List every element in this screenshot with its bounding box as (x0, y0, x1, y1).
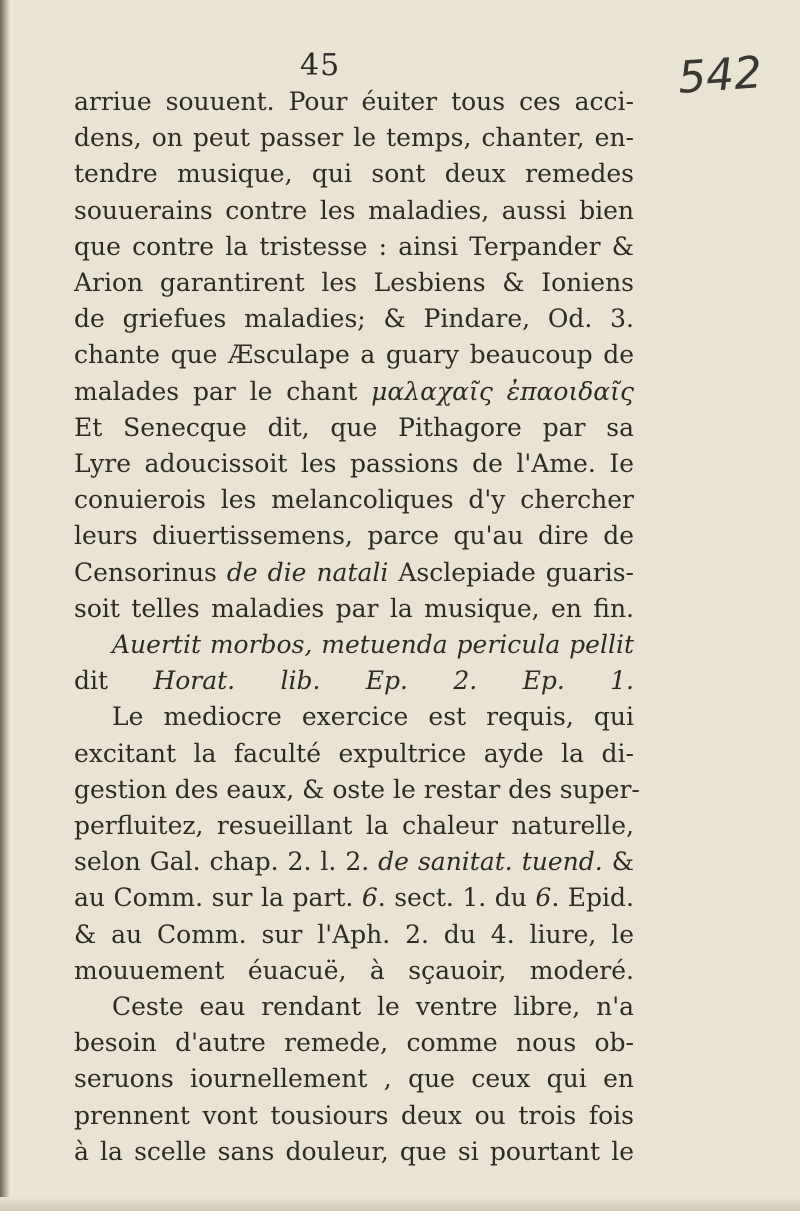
text-line (74, 627, 634, 663)
italic-text: Horat. lib. Ep. 2. Ep. 1. (153, 666, 634, 696)
text-line (74, 374, 634, 410)
italic-text: 6 (361, 883, 378, 913)
text-line (74, 736, 634, 772)
text-line (74, 518, 634, 554)
text-run: Asclepiade guaris- (388, 557, 634, 587)
text-line (74, 301, 634, 337)
text-run: au Comm. sur la part. (74, 883, 362, 913)
text-line (74, 193, 634, 229)
text-line (74, 555, 634, 591)
text-run: seruons iournellement , que ceux qui en (74, 1064, 634, 1094)
text-line (74, 808, 634, 844)
text-line (74, 772, 640, 808)
text-line (74, 1134, 634, 1170)
text-run: prennent vont tousiours deux ou trois fois (74, 1100, 634, 1130)
italic-text: de sanitat. tuend. (378, 847, 603, 877)
text-run: dit (74, 666, 154, 696)
text-run: Et Senecque dit, que Pithagore par sa (74, 412, 634, 442)
text-run: malades par le chant (74, 376, 372, 406)
text-run: dens, on peut passer le temps, chanter, en- (74, 123, 634, 153)
text-run: arriue souuent. Pour éuiter tous ces acci- (74, 87, 634, 116)
text-run: Ceste eau rendant le ventre libre, n'a (112, 992, 634, 1022)
text-run: & (602, 847, 634, 877)
text-line (74, 989, 634, 1025)
text-line (74, 120, 634, 156)
text-line (74, 699, 634, 735)
text-line (74, 337, 634, 373)
text-line (74, 410, 634, 446)
page-bottom-edge (0, 1197, 800, 1211)
page-number: 45 (300, 48, 341, 83)
text-run: conuierois les melancoliques d'y chercher (74, 485, 634, 515)
text-line (74, 591, 634, 627)
text-run: . sect. 1. du (377, 883, 536, 913)
text-run: excitant la faculté expultrice ayde la di- (74, 738, 634, 768)
text-run: besoin d'autre remede, comme nous ob- (74, 1028, 634, 1058)
italic-text: Auertit morbos, metuenda pericula pellit (112, 630, 634, 660)
text-run: chante que Æsculape a guary beaucoup de (74, 340, 634, 370)
text-line (74, 446, 634, 482)
text-run: de griefues maladies; & Pindare, Od. 3. (74, 304, 634, 334)
text-run: Arion garantirent les Lesbiens & Ioniens (74, 268, 634, 298)
text-line (74, 663, 634, 699)
text-run: à la scelle sans douleur, que si pourtant le (74, 1136, 634, 1166)
text-line (74, 880, 634, 916)
text-line (74, 156, 634, 192)
text-line (74, 953, 634, 989)
text-run: Lyre adoucissoit les passions de l'Ame. Ie (74, 449, 634, 479)
text-line (74, 482, 634, 518)
italic-text: 6 (535, 883, 552, 913)
text-run: que contre la tristesse : ainsi Terpander & (74, 231, 634, 261)
text-run: tendre musique, qui sont deux remedes (74, 159, 634, 189)
italic-text: de die natali (226, 557, 389, 587)
binding-shadow (0, 0, 10, 1211)
text-line (74, 1025, 634, 1061)
text-line (74, 917, 634, 953)
text-run: leurs diuertissemens, parce qu'au dire de (74, 521, 634, 551)
text-run: souuerains contre les maladies, aussi bien (74, 195, 634, 225)
text-run: & au Comm. sur l'Aph. 2. du 4. liure, le (74, 919, 634, 949)
text-run: selon Gal. chap. 2. l. 2. (74, 847, 379, 877)
text-run: gestion des eaux, & oste le restar des super- (74, 774, 640, 804)
text-run: perfluitez, resueillant la chaleur naturelle, (74, 811, 634, 841)
text-line (74, 844, 634, 880)
text-run: mouuement éuacuë, à sçauoir, moderé. (74, 955, 634, 985)
text-line (74, 1098, 634, 1134)
text-run: soit telles maladies par la musique, en fin. (74, 593, 634, 623)
italic-text: μαλαχαῖς ἐπαοιδαῖς (371, 376, 634, 406)
text-line (74, 229, 634, 265)
text-line (74, 265, 634, 301)
handwritten-folio-number: 542 (676, 47, 764, 104)
text-line (74, 84, 634, 120)
text-run: Le mediocre exercice est requis, qui (112, 702, 634, 732)
text-run: Censorinus (74, 557, 227, 587)
body-text (74, 84, 640, 1170)
text-line (74, 1061, 634, 1097)
text-run: . Epid. (551, 883, 634, 913)
